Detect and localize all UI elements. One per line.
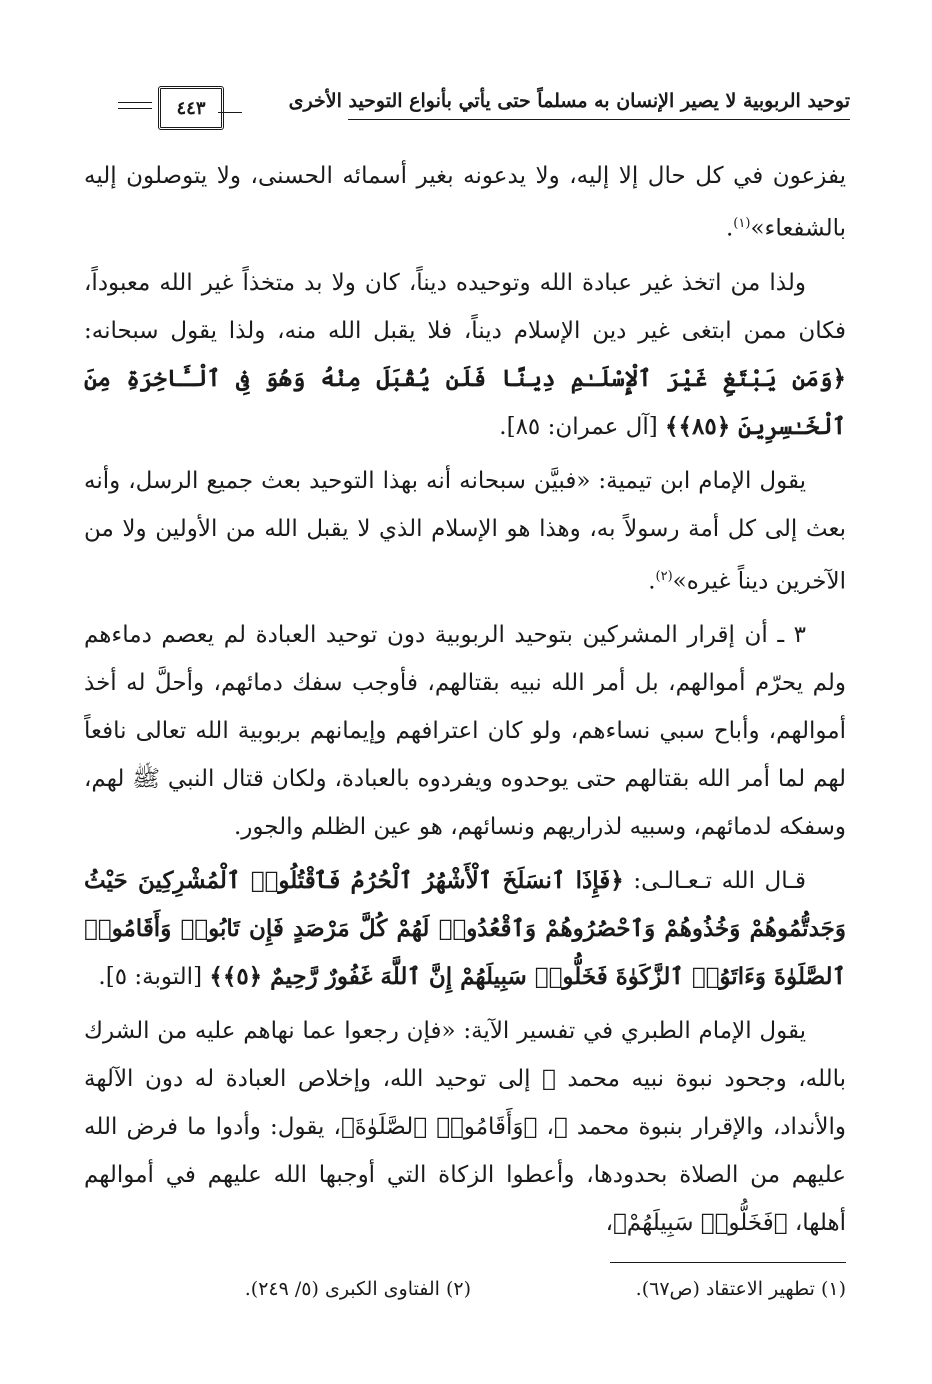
paragraph-5 — [84, 857, 846, 1001]
verse-citation: [آل عمران: ٨٥]. — [499, 413, 666, 440]
paragraph-text: يفزعون في كل حال إلا إليه، ولا يدعونه بغير أسمائه الحسنى، ولا يتوصلون إليه بالشفعاء» — [84, 163, 846, 242]
paragraph-2 — [84, 259, 846, 451]
page-number: ٤٤٣ — [176, 97, 206, 119]
page-number-box — [158, 86, 224, 130]
footnote-number: (٢) — [445, 1278, 471, 1300]
footnote-ref-1: (١) — [733, 216, 751, 231]
footnote-1 — [636, 1278, 846, 1300]
quran-verse: ﴿فَإِذَا ٱنسَلَخَ ٱلْأَشْهُرُ ٱلْحُرُمُ فَٱقْتُلُوا۟ ٱلْمُشْرِكِينَ حَيْثُ وَجَدتُّمُوهُمْ وَخُذُوهُمْ وَٱحْصُرُوهُمْ وَٱقْعُدُوا۟ لَهُمْ كُلَّ مَرْصَدٍ فَإِن تَابُوا۟ وَأَقَامُوا۟ ٱلصَّلَوٰةَ وَءَاتَوُا۟ ٱلزَّكَوٰةَ فَخَلُّوا۟ سَبِيلَهُمْ إِنَّ ٱللَّهَ غَفُورٌ رَّحِيمٌ ﴿٥﴾﴾ — [84, 867, 846, 991]
footnote-text: الفتاوى الكبرى (٥/ ٢٤٩). — [244, 1278, 440, 1300]
body-text — [84, 152, 846, 1253]
paragraph-text: يقول الإمام ابن تيمية: «فبيَّن سبحانه أنه بهذا التوحيد بعث جميع الرسل، وأنه بعث إلى كل أمة رسولاً به، وهذا هو الإسلام الذي لا يقبل الله من الأولين ولا من الآخرين ديناً غيره» — [84, 467, 846, 595]
quran-verse: ﴿وَمَن يَبْتَغِ غَيْرَ ٱلْإِسْلَـٰمِ دِينًا فَلَن يُقْبَلَ مِنْهُ وَهُوَ فِى ٱلْـَٔاخِرَةِ مِنَ ٱلْخَـٰسِرِينَ ﴿٨٥﴾﴾ — [84, 364, 846, 440]
footnote-2 — [245, 1278, 471, 1300]
footnote-number: (١) — [820, 1278, 846, 1300]
paragraph-text: ٣ ـ أن إقرار المشركين بتوحيد الربوبية دون توحيد العبادة لم يعصم دماءهم ولم يحرّم أموالهم، بل أمر الله نبيه بقتالهم، فأوجب سفك دمائهم، وأحلَّ له أخذ أموالهم، وأباح سبي نساءهم، ولو كان اعترافهم وإيمانهم بربوبية الله تعالى نافعاً لهم لما أمر الله بقتالهم حتى يوحدوه ويفردوه بالعبادة، ولكان قتال النبي ﷺ لهم، وسفكه لدمائهم، وسبيه لذراريهم ونسائهم، هو عين الظلم والجور. — [84, 622, 847, 841]
paragraph-end: . — [648, 568, 656, 595]
paragraph-text: يقول الإمام الطبري في تفسير الآية: «فإن رجعوا عما نهاهم عليه من الشرك بالله، وجحود نبوة نبيه محمد ﷺ إلى توحيد الله، وإخلاص العبادة له دون الآلهة والأنداد، والإقرار بنبوة محمد ﷺ، ﴿وَأَقَامُوا۟ ٱلصَّلَوٰةَ﴾، يقول: وأدوا ما فرض الله عليهم من الصلاة بحدودها، وأعطوا الزكاة التي أوجبها الله عليهم في أموالهم أهلها، ﴿فَخَلُّوا۟ سَبِيلَهُمْ﴾، — [84, 1018, 846, 1237]
paragraph-text: ولذا من اتخذ غير عبادة الله وتوحيده ديناً، كان ولا بد متخذاً غير الله معبوداً، فكان ممن ابتغى غير دين الإسلام ديناً، فلا يقبل الله منه، ولذا يقول سبحانه: — [84, 269, 846, 344]
footnote-separator — [610, 1262, 846, 1263]
verse-citation: [التوبة: ٥]. — [98, 964, 210, 991]
footnote-text: تطهير الاعتقاد (ص٦٧). — [635, 1278, 815, 1300]
header-title: توحيد الربوبية لا يصير الإنسان به مسلماً حتى يأتي بأنواع التوحيد الأخرى — [288, 90, 850, 112]
paragraph-end: . — [725, 215, 734, 242]
paragraph-1 — [84, 152, 846, 253]
footnote-ref-2: (٢) — [655, 568, 673, 584]
header-dash — [118, 102, 152, 109]
footnotes — [84, 1272, 846, 1312]
paragraph-text: قـال الله تـعـالـى: — [623, 868, 807, 895]
paragraph-3 — [84, 457, 846, 606]
paragraph-6 — [84, 1007, 846, 1247]
running-header — [108, 86, 850, 126]
header-underline — [348, 119, 850, 120]
paragraph-4 — [84, 611, 846, 851]
